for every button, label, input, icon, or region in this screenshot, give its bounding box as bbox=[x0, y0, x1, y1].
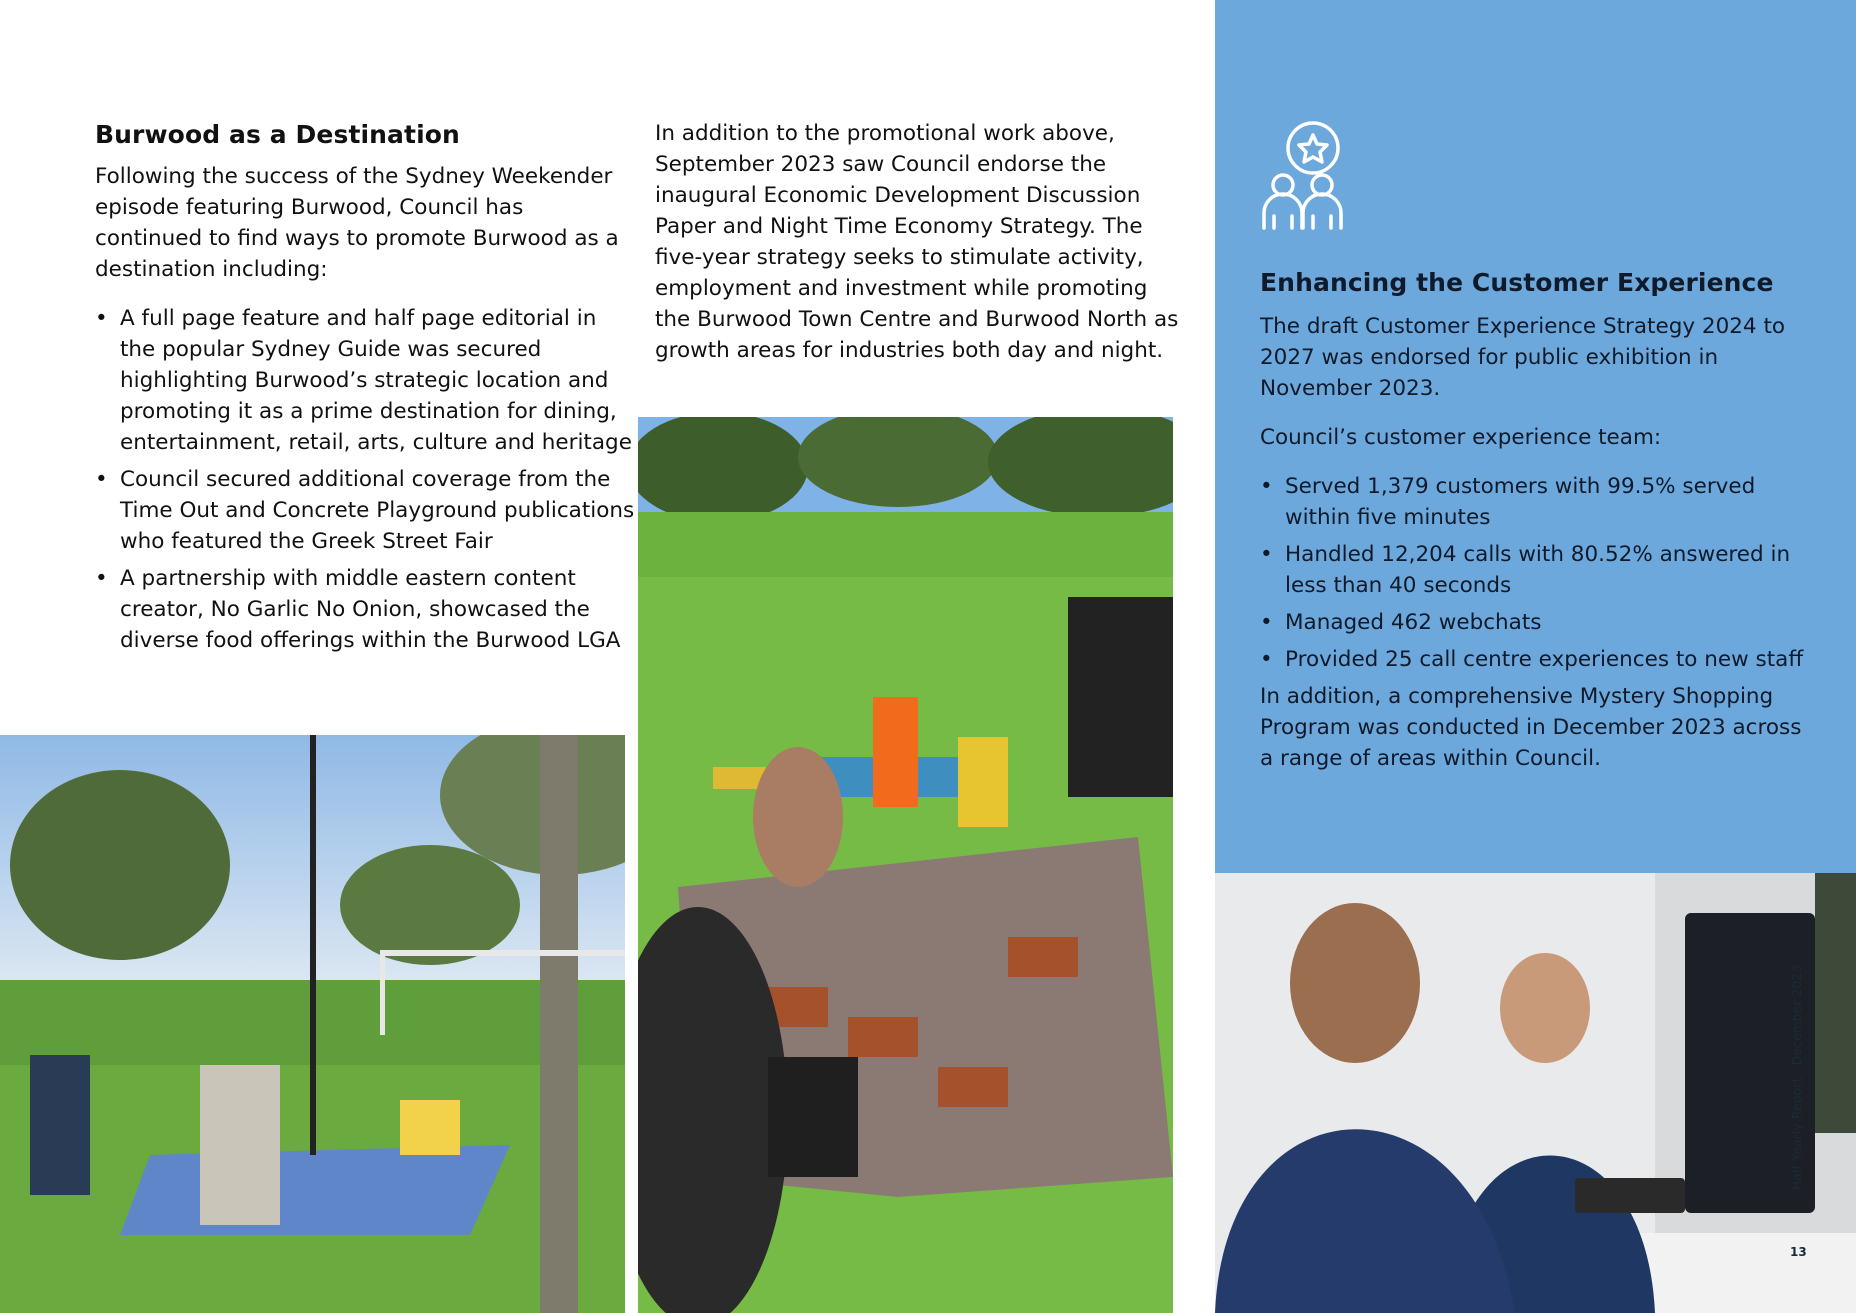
list-item: • Served 1,379 customers with 99.5% served within five minutes bbox=[1260, 471, 1820, 533]
photo-call-centre bbox=[1215, 873, 1856, 1313]
list-item: • A full page feature and half page editorial in the popular Sydney Guide was secured highlighting Burwood’s strategic location and promoting it as a prime destination for dining, entertainment, retail, arts, culture and heritage bbox=[95, 303, 635, 458]
page-number: 13 bbox=[1790, 1245, 1807, 1259]
list-item: • A partnership with middle eastern content creator, No Garlic No Onion, showcased the diverse food offerings within the Burwood LGA bbox=[95, 563, 635, 656]
customer-strategy-paragraph: The draft Customer Experience Strategy 2024 to 2027 was endorsed for public exhibition in November 2023. bbox=[1260, 314, 1786, 401]
photo-kids-bricks bbox=[638, 417, 1173, 1313]
strategy-paragraph: In addition to the promotional work above, September 2023 saw Council endorse the inaugural Economic Development Discussion Paper and Night Time Economy Strategy. The five-year strategy seeks to stimulate activity, employment and investment while promoting the Burwood Town Centre and Burwood North as growth areas for industries both day and night. bbox=[655, 121, 1179, 363]
list-item: • Council secured additional coverage from the Time Out and Concrete Playground publications who featured the Greek Street Fair bbox=[95, 464, 635, 557]
destination-bullets bbox=[95, 303, 635, 656]
team-intro: Council’s customer experience team: bbox=[1260, 425, 1662, 450]
left-column bbox=[95, 120, 635, 662]
list-item: • Handled 12,204 calls with 80.52% answered in less than 40 seconds bbox=[1260, 539, 1820, 601]
destination-intro: Following the success of the Sydney Weekender episode featuring Burwood, Council has continued to find ways to promote Burwood as a destination including: bbox=[95, 164, 619, 282]
list-item: • Provided 25 call centre experiences to new staff bbox=[1260, 644, 1820, 675]
section-heading-destination: Burwood as a Destination bbox=[95, 120, 460, 149]
middle-column bbox=[655, 118, 1180, 366]
team-stats-bullets bbox=[1260, 471, 1820, 675]
photo-film-crew-park bbox=[0, 735, 625, 1313]
report-title-vertical: Half Yearly Report · December 2023 bbox=[1790, 964, 1804, 1190]
customer-experience-content bbox=[1260, 268, 1820, 774]
list-item: • Managed 462 webchats bbox=[1260, 607, 1820, 638]
mystery-shopping-paragraph: In addition, a comprehensive Mystery Shopping Program was conducted in December 2023 across a range of areas within Council. bbox=[1260, 684, 1802, 771]
section-heading-customer-experience: Enhancing the Customer Experience bbox=[1260, 268, 1774, 297]
customer-service-team-icon bbox=[1258, 118, 1344, 230]
